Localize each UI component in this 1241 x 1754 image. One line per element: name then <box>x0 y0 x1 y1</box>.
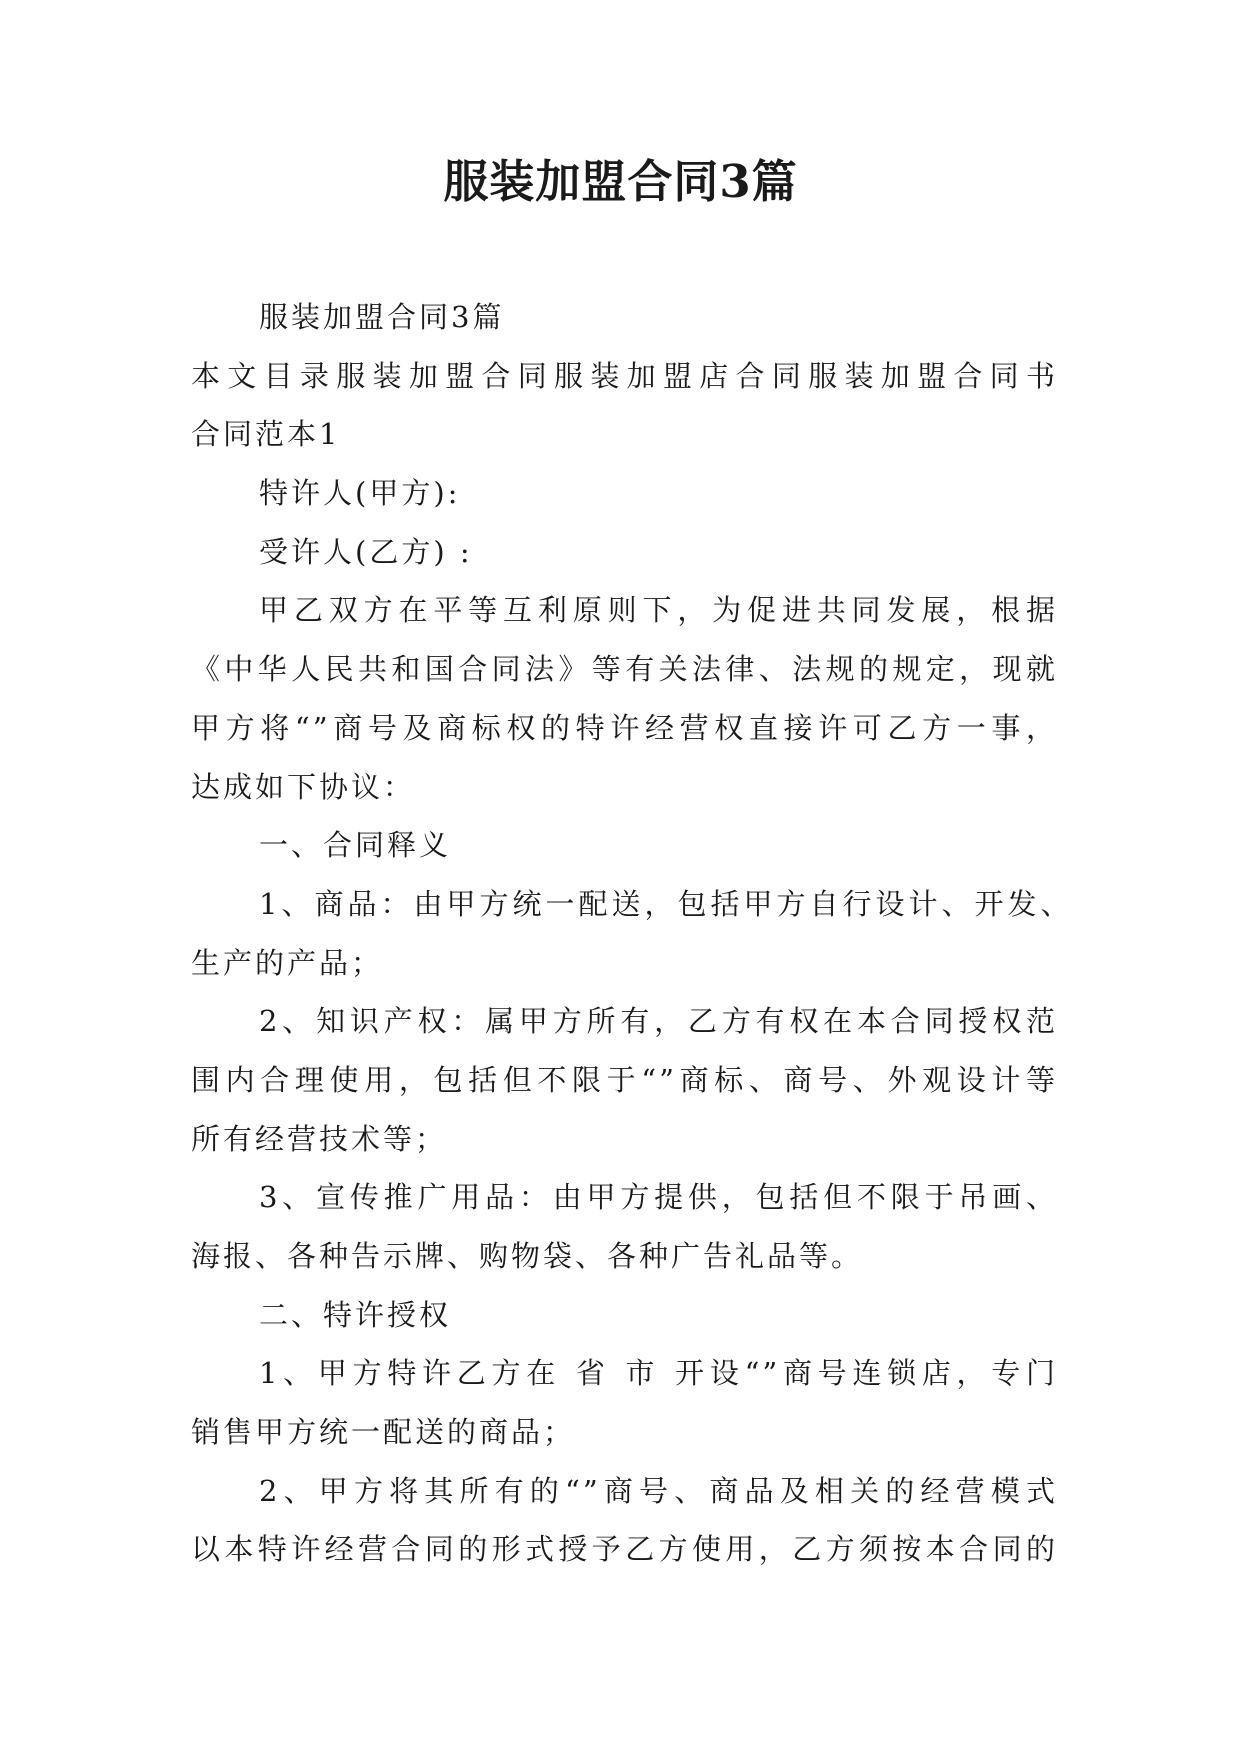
paragraph-line: 生产的产品； <box>191 945 384 980</box>
paragraph-line: 3、宣传推广用品：由甲方提供，包括但不限于吊画、 <box>259 1180 1058 1215</box>
paragraph-line: 甲乙双方在平等互利原则下，为促进共同发展，根据 <box>259 593 1058 628</box>
paragraph-line: 合同范本1 <box>191 417 341 452</box>
clause-item <box>191 875 1074 992</box>
paragraph-line: 围内合理使用，包括但不限于“”商标、商号、外观设计等 <box>191 1062 1058 1097</box>
paragraph-line: 特许人(甲方): <box>259 476 461 511</box>
paragraph-line: 2、知识产权：属甲方所有，乙方有权在本合同授权范 <box>259 1004 1058 1039</box>
paragraph-line: 1、甲方特许乙方在 省 市 开设“”商号连锁店，专门 <box>259 1356 1058 1391</box>
paragraph-line: 受许人(乙方) : <box>259 534 473 569</box>
paragraph-franchisee <box>191 523 1058 582</box>
paragraph-preamble <box>191 581 1058 816</box>
paragraph-line: 本文目录服装加盟合同服装加盟店合同服装加盟合同书 <box>191 358 1058 393</box>
paragraph-line: 以本特许经营合同的形式授予乙方使用，乙方须按本合同的 <box>191 1532 1058 1567</box>
paragraph-table-of-contents <box>191 347 1058 464</box>
paragraph-line: 《中华人民共和国合同法》等有关法律、法规的规定，现就 <box>191 652 1058 687</box>
paragraph-line: 所有经营技术等； <box>191 1121 448 1156</box>
section-heading <box>191 816 1058 875</box>
document-title: 服装加盟合同3篇 <box>443 155 798 208</box>
paragraph-line: 二、特许授权 <box>259 1297 452 1332</box>
paragraph-line: 服装加盟合同3篇 <box>259 300 505 334</box>
paragraph-line: 甲方将“”商号及商标权的特许经营权直接许可乙方一事， <box>191 710 1058 745</box>
paragraph-line: 海报、各种告示牌、购物袋、各种广告礼品等。 <box>191 1239 864 1273</box>
clause-item <box>191 1344 1058 1461</box>
paragraph-franchisor <box>191 464 1058 523</box>
paragraph-line: 2、甲方将其所有的“”商号、商品及相关的经营模式 <box>259 1473 1058 1508</box>
clause-item <box>191 1168 1058 1285</box>
document-body <box>191 288 1074 1579</box>
paragraph-subtitle <box>191 288 1058 347</box>
paragraph-line: 销售甲方统一配送的商品； <box>191 1415 576 1450</box>
section-heading <box>191 1286 1058 1345</box>
clause-item <box>191 1462 1058 1579</box>
paragraph-line: 达成如下协议： <box>191 769 416 804</box>
clause-item <box>191 992 1058 1168</box>
paragraph-line: 一、合同释义 <box>259 828 452 863</box>
paragraph-line: 1、商品：由甲方统一配送，包括甲方自行设计、开发、 <box>259 886 1074 921</box>
